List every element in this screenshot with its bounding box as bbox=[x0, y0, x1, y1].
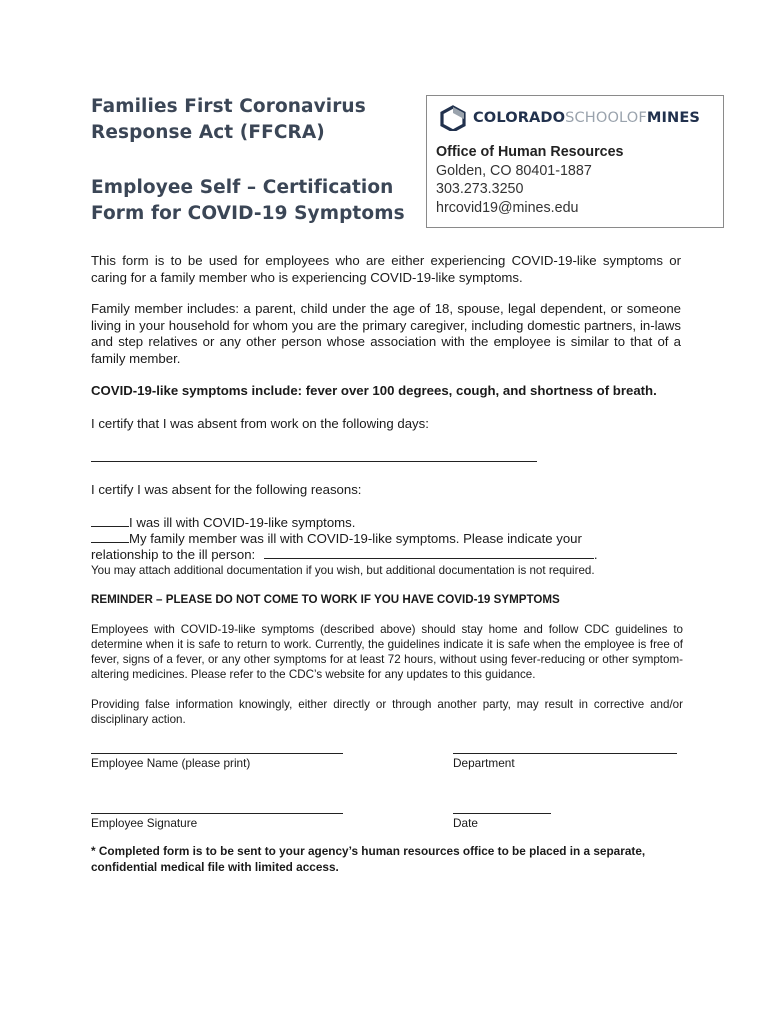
employee-signature-label: Employee Signature bbox=[91, 816, 198, 830]
title-line-1: Families First Coronavirus bbox=[91, 96, 366, 117]
option-self-ill-label: I was ill with COVID-19-like symptoms. bbox=[129, 515, 356, 530]
school-logo bbox=[438, 105, 718, 131]
office-email: hrcovid19@mines.edu bbox=[436, 199, 579, 216]
employee-name-field[interactable] bbox=[91, 753, 343, 754]
title-line-2: Response Act (FFCRA) bbox=[91, 122, 325, 143]
attach-note: You may attach additional documentation if you wish, but additional documentation is not required. bbox=[91, 564, 595, 577]
form-title-certification bbox=[91, 175, 405, 227]
option-family-ill bbox=[91, 530, 582, 548]
title-line-3: Employee Self – Certification bbox=[91, 177, 394, 198]
absent-days-label: I certify that I was absent from work on the following days: bbox=[91, 416, 429, 431]
logo-schoolof: SCHOOLOF bbox=[565, 109, 647, 126]
relationship-label: relationship to the ill person: bbox=[91, 547, 256, 562]
employee-name-label: Employee Name (please print) bbox=[91, 756, 251, 770]
relationship-row bbox=[91, 546, 598, 564]
form-title-act bbox=[91, 94, 366, 146]
department-label: Department bbox=[453, 756, 515, 770]
office-address: Golden, CO 80401-1887 bbox=[436, 162, 592, 179]
absent-days-field[interactable] bbox=[91, 461, 537, 462]
symptoms-paragraph: COVID-19-like symptoms include: fever over 100 degrees, cough, and shortness of breath. bbox=[91, 383, 657, 398]
date-label: Date bbox=[453, 816, 478, 830]
reminder-heading: REMINDER – PLEASE DO NOT COME TO WORK IF YOU HAVE COVID-19 SYMPTOMS bbox=[91, 593, 560, 606]
absent-reasons-label: I certify I was absent for the following reasons: bbox=[91, 482, 362, 497]
completed-form-note: * Completed form is to be sent to your agency’s human resources office to be placed in a separate, confidential medical file with limited access. bbox=[91, 844, 646, 874]
date-field[interactable] bbox=[453, 813, 551, 814]
logo-mines: MINES bbox=[646, 109, 701, 126]
title-line-4: Form for COVID-19 Symptoms bbox=[91, 203, 405, 224]
office-phone: 303.273.3250 bbox=[436, 181, 524, 197]
contact-info bbox=[436, 143, 624, 217]
relationship-period: . bbox=[593, 547, 598, 562]
office-name: Office of Human Resources bbox=[436, 144, 624, 160]
intro-paragraph: This form is to be used for employees who are either experiencing COVID-19-like symptoms or caring for a family member who is experiencing COVID-19-like symptoms. bbox=[91, 253, 681, 285]
contact-box bbox=[426, 95, 724, 228]
logo-colorado: COLORADO bbox=[473, 109, 566, 126]
self-ill-checkbox-blank[interactable] bbox=[91, 514, 129, 527]
option-family-ill-label: My family member was ill with COVID-19-like symptoms. Please indicate your bbox=[129, 531, 582, 546]
relationship-field[interactable] bbox=[264, 546, 594, 559]
guidelines-paragraph: Employees with COVID-19-like symptoms (described above) should stay home and follow CDC guidelines to determine when it is safe to return to work. Currently, the guidelines indicate it is safe when the employee is free of fever, signs of a fever, or any other symptoms for at least 72 hours, without using fever-reducing or other symptom-altering medicines. Please refer to the CDC’s website for any updates to this guidance. bbox=[91, 623, 683, 681]
family-ill-checkbox-blank[interactable] bbox=[91, 530, 129, 543]
logo-wordmark bbox=[473, 109, 700, 126]
family-member-paragraph: Family member includes: a parent, child under the age of 18, spouse, legal dependent, or someone living in your household for whom you are the primary caregiver, including domestic partners, in-laws and step relatives or any other person whose association with the employee is similar to that of a family member. bbox=[91, 301, 681, 366]
false-info-paragraph: Providing false information knowingly, either directly or through another party, may result in corrective and/or disciplinary action. bbox=[91, 698, 683, 726]
mines-hexagon-icon bbox=[438, 105, 468, 131]
option-self-ill bbox=[91, 514, 355, 532]
employee-signature-field[interactable] bbox=[91, 813, 343, 814]
department-field[interactable] bbox=[453, 753, 677, 754]
